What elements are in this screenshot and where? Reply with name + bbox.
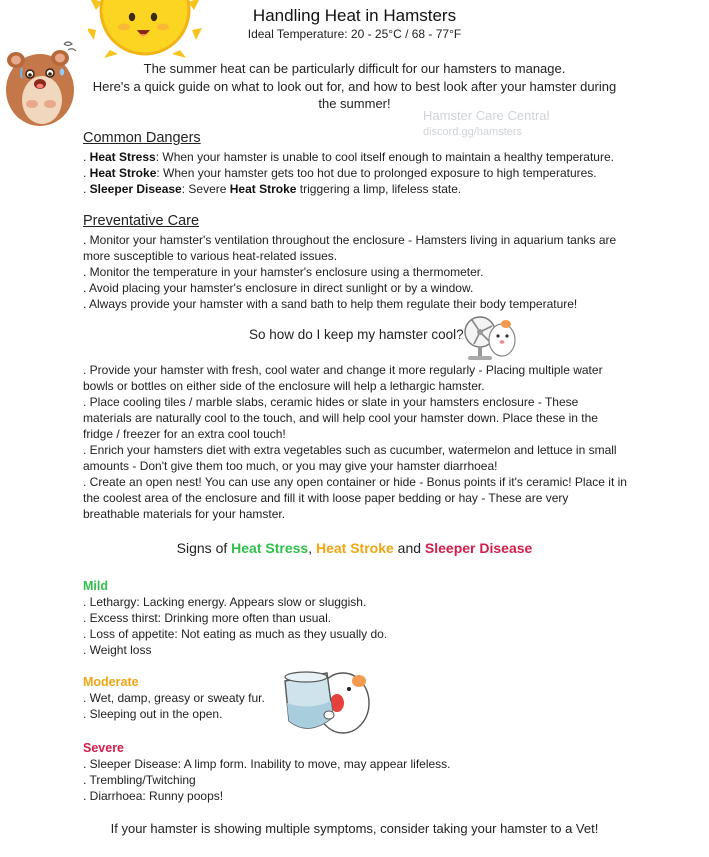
common-dangers-section (83, 130, 628, 197)
sweaty-hamster-icon (2, 38, 84, 126)
ideal-temperature: Ideal Temperature: 20 - 25°C / 68 - 77°F (247, 27, 462, 41)
symptom-item: . Excess thirst: Drinking more often than usual. (83, 611, 332, 625)
care-item: . Monitor your hamster's ventilation throughout the enclosure - Hamsters living in aquarium tanks are more susceptible to various heat-related issues. (83, 233, 617, 263)
severe-section (83, 740, 628, 804)
symptom-item: . Trembling/Twitching (83, 773, 196, 787)
cool-tip-item: . Place cooling tiles / marble slabs, ceramic hides or slate in your hamsters enclosure - These materials are naturally cool to the touch, and will help cool your hamster down. Place these in the fridge / freezer for an extra cool touch! (83, 395, 598, 441)
danger-item: . Heat Stress: When your hamster is unable to cool itself enough to maintain a healthy temperature. (83, 150, 614, 164)
severe-heading: Severe (83, 741, 125, 755)
danger-item: . Heat Stroke: When your hamster gets too hot due to prolonged exposure to high temperatures. (83, 166, 597, 180)
care-item: . Avoid placing your hamster's enclosure in direct sunlight or by a window. (83, 281, 474, 295)
mild-heading: Mild (83, 579, 108, 593)
page-title: Handling Heat in Hamsters (252, 6, 457, 25)
preventative-care-section (83, 213, 628, 312)
symptom-item: . Wet, damp, greasy or sweaty fur. (83, 691, 265, 705)
intro-text (82, 60, 627, 113)
heat-stroke-label: Heat Stroke (315, 540, 394, 556)
heat-stress-label: Heat Stress (231, 540, 309, 556)
watermark-link: discord.gg/hamsters (423, 126, 523, 138)
symptom-item: . Sleeping out in the open. (83, 707, 223, 721)
drinking-hamster-icon (275, 663, 375, 735)
moderate-heading: Moderate (83, 675, 139, 689)
keep-cool-question: So how do I keep my hamster cool? (249, 327, 464, 342)
symptom-item: . Sleeper Disease: A limp form. Inability to move, may appear lifeless. (83, 757, 451, 771)
preventative-care-heading: Preventative Care (83, 213, 200, 229)
fan-hamster-icon (462, 310, 518, 362)
symptom-item: . Diarrhoea: Runny poops! (83, 789, 224, 803)
mild-section (83, 578, 628, 658)
sleeper-disease-label: Sleeper Disease (424, 540, 533, 556)
cool-tip-item: . Enrich your hamsters diet with extra vegetables such as cucumber, watermelon and lettuce in small amounts - Don't give them too much, or you may give your hamster diarrhoea! (83, 443, 617, 473)
cool-tip-item: . Provide your hamster with fresh, cool water and change it more regularly - Placing multiple water bowls or bottles on either side of the enclosure will help a lethargic hamster. (83, 363, 603, 393)
cool-tip-item: . Create an open nest! You can use any open container or hide - Bonus points if it's ceramic! Place it in the coolest area of the enclosure and fill it with loose paper bedding or hay - These are very breathable materials for your hamster. (83, 475, 627, 521)
intro-line-1: The summer heat can be particularly difficult for our hamsters to manage. (143, 61, 566, 76)
watermark-name: Hamster Care Central (423, 108, 550, 123)
care-item: . Monitor the temperature in your hamster's enclosure using a thermometer. (83, 265, 484, 279)
symptom-item: . Loss of appetite: Not eating as much as they usually do. (83, 627, 388, 641)
danger-item: . Sleeper Disease: Severe Heat Stroke triggering a limp, lifeless state. (83, 182, 462, 196)
vet-advice: If your hamster is showing multiple symptoms, consider taking your hamster to a Vet! (110, 821, 599, 836)
keep-cool-section (83, 362, 628, 522)
symptom-item: . Lethargy: Lacking energy. Appears slow or sluggish. (83, 595, 367, 609)
common-dangers-heading: Common Dangers (83, 130, 201, 146)
care-item: . Always provide your hamster with a sand bath to help them regulate their body temperature! (83, 297, 578, 311)
signs-heading: Signs of Heat Stress, Heat Stroke and Sleeper Disease (176, 540, 533, 556)
symptom-item: . Weight loss (83, 643, 152, 657)
intro-line-2: Here's a quick guide on what to look out for, and how to best look after your hamster during the summer! (92, 78, 617, 111)
